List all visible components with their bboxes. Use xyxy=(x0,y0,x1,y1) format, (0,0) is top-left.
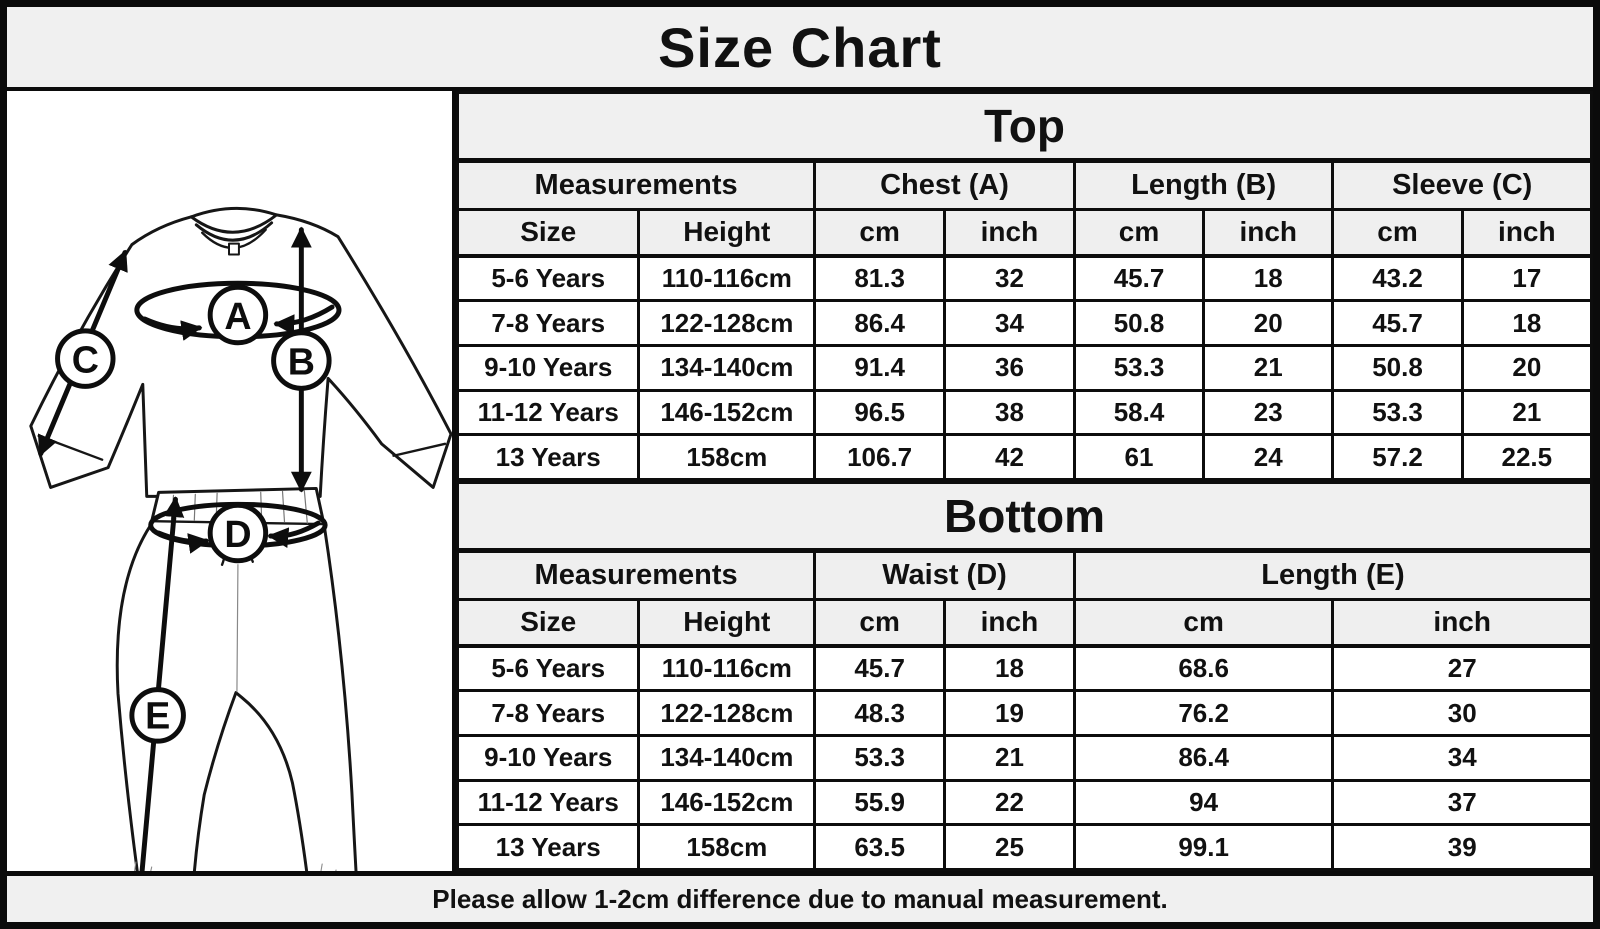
table-cell: 86.4 xyxy=(815,301,945,346)
top-group-header-row xyxy=(458,161,1592,210)
table-cell: 11-12 Years xyxy=(458,390,639,435)
table-cell: 53.3 xyxy=(1074,346,1203,391)
subheader-length-inch: inch xyxy=(1333,599,1592,646)
table-cell: 23 xyxy=(1204,390,1333,435)
marker-b-label: B xyxy=(287,340,315,383)
group-header-waist: Waist (D) xyxy=(815,551,1075,600)
table-cell: 55.9 xyxy=(815,780,945,825)
table-row xyxy=(458,736,1592,781)
table-cell: 96.5 xyxy=(815,390,945,435)
subheader-waist-inch: inch xyxy=(945,599,1075,646)
table-cell: 63.5 xyxy=(815,825,945,870)
subheader-sleeve-inch: inch xyxy=(1462,209,1591,256)
top-size-table xyxy=(456,91,1593,481)
table-cell: 53.3 xyxy=(815,736,945,781)
table-cell: 50.8 xyxy=(1074,301,1203,346)
table-cell: 134-140cm xyxy=(639,346,815,391)
table-cell: 20 xyxy=(1462,346,1591,391)
table-row xyxy=(458,780,1592,825)
table-cell: 146-152cm xyxy=(639,780,815,825)
table-row xyxy=(458,256,1592,301)
table-cell: 34 xyxy=(1333,736,1592,781)
group-header-measurements: Measurements xyxy=(458,551,815,600)
bottom-subheader-row xyxy=(458,599,1592,646)
table-cell: 34 xyxy=(945,301,1075,346)
table-cell: 19 xyxy=(945,691,1075,736)
table-row xyxy=(458,346,1592,391)
table-cell: 45.7 xyxy=(815,646,945,691)
table-cell: 32 xyxy=(945,256,1075,301)
table-cell: 17 xyxy=(1462,256,1591,301)
table-cell: 99.1 xyxy=(1074,825,1333,870)
table-cell: 7-8 Years xyxy=(458,691,639,736)
table-row xyxy=(458,301,1592,346)
table-cell: 21 xyxy=(1462,390,1591,435)
marker-e-label: E xyxy=(145,694,171,737)
table-cell: 45.7 xyxy=(1074,256,1203,301)
pajama-measurement-diagram xyxy=(7,91,452,871)
table-cell: 68.6 xyxy=(1074,646,1333,691)
table-cell: 22 xyxy=(945,780,1075,825)
table-cell: 13 Years xyxy=(458,435,639,480)
subheader-chest-cm: cm xyxy=(815,209,945,256)
table-cell: 81.3 xyxy=(815,256,945,301)
group-header-measurements: Measurements xyxy=(458,161,815,210)
table-cell: 7-8 Years xyxy=(458,301,639,346)
table-cell: 57.2 xyxy=(1333,435,1462,480)
group-header-chest: Chest (A) xyxy=(815,161,1075,210)
table-cell: 61 xyxy=(1074,435,1203,480)
table-cell: 37 xyxy=(1333,780,1592,825)
table-cell: 94 xyxy=(1074,780,1333,825)
bottom-section-title-row xyxy=(458,483,1592,551)
bottom-size-table xyxy=(456,481,1593,871)
subheader-size: Size xyxy=(458,209,639,256)
table-cell: 5-6 Years xyxy=(458,256,639,301)
group-header-sleeve: Sleeve (C) xyxy=(1333,161,1592,210)
subheader-length-cm: cm xyxy=(1074,599,1333,646)
subheader-height: Height xyxy=(639,599,815,646)
subheader-waist-cm: cm xyxy=(815,599,945,646)
tables-panel xyxy=(456,91,1593,871)
table-cell: 86.4 xyxy=(1074,736,1333,781)
table-cell: 48.3 xyxy=(815,691,945,736)
table-cell: 36 xyxy=(945,346,1075,391)
table-cell: 5-6 Years xyxy=(458,646,639,691)
bottom-section-title: Bottom xyxy=(458,483,1592,551)
table-cell: 24 xyxy=(1204,435,1333,480)
table-cell: 53.3 xyxy=(1333,390,1462,435)
table-cell: 76.2 xyxy=(1074,691,1333,736)
table-cell: 22.5 xyxy=(1462,435,1591,480)
subheader-sleeve-cm: cm xyxy=(1333,209,1462,256)
table-cell: 25 xyxy=(945,825,1075,870)
table-cell: 18 xyxy=(1462,301,1591,346)
subheader-length-inch: inch xyxy=(1204,209,1333,256)
table-cell: 146-152cm xyxy=(639,390,815,435)
table-cell: 106.7 xyxy=(815,435,945,480)
marker-c-label: C xyxy=(71,338,99,381)
table-cell: 58.4 xyxy=(1074,390,1203,435)
table-cell: 158cm xyxy=(639,435,815,480)
table-cell: 43.2 xyxy=(1333,256,1462,301)
garment-diagram-panel xyxy=(7,91,456,871)
top-section-title: Top xyxy=(458,93,1592,161)
group-header-length-e: Length (E) xyxy=(1074,551,1591,600)
table-cell: 21 xyxy=(1204,346,1333,391)
top-subheader-row xyxy=(458,209,1592,256)
group-header-length-b: Length (B) xyxy=(1074,161,1333,210)
table-cell: 122-128cm xyxy=(639,691,815,736)
table-cell: 122-128cm xyxy=(639,301,815,346)
table-cell: 91.4 xyxy=(815,346,945,391)
table-cell: 110-116cm xyxy=(639,256,815,301)
table-row xyxy=(458,390,1592,435)
table-cell: 39 xyxy=(1333,825,1592,870)
table-cell: 11-12 Years xyxy=(458,780,639,825)
table-cell: 42 xyxy=(945,435,1075,480)
subheader-height: Height xyxy=(639,209,815,256)
table-cell: 21 xyxy=(945,736,1075,781)
table-cell: 45.7 xyxy=(1333,301,1462,346)
table-cell: 50.8 xyxy=(1333,346,1462,391)
table-cell: 110-116cm xyxy=(639,646,815,691)
table-cell: 18 xyxy=(945,646,1075,691)
marker-d-label: D xyxy=(224,512,252,555)
measurement-disclaimer: Please allow 1-2cm difference due to manual measurement. xyxy=(432,883,1168,914)
top-section-title-row xyxy=(458,93,1592,161)
title-bar xyxy=(7,7,1593,91)
table-cell: 38 xyxy=(945,390,1075,435)
subheader-chest-inch: inch xyxy=(945,209,1075,256)
table-cell: 9-10 Years xyxy=(458,346,639,391)
table-cell: 158cm xyxy=(639,825,815,870)
marker-a-label: A xyxy=(224,294,252,337)
table-cell: 18 xyxy=(1204,256,1333,301)
bottom-group-header-row xyxy=(458,551,1592,600)
footer-note-bar xyxy=(7,871,1593,922)
table-cell: 27 xyxy=(1333,646,1592,691)
table-cell: 30 xyxy=(1333,691,1592,736)
subheader-length-cm: cm xyxy=(1074,209,1203,256)
table-cell: 20 xyxy=(1204,301,1333,346)
table-row xyxy=(458,435,1592,480)
table-cell: 134-140cm xyxy=(639,736,815,781)
table-cell: 13 Years xyxy=(458,825,639,870)
table-row xyxy=(458,825,1592,870)
table-cell: 9-10 Years xyxy=(458,736,639,781)
subheader-size: Size xyxy=(458,599,639,646)
page-title: Size Chart xyxy=(658,15,942,79)
content-area xyxy=(7,91,1593,871)
table-row xyxy=(458,646,1592,691)
table-row xyxy=(458,691,1592,736)
